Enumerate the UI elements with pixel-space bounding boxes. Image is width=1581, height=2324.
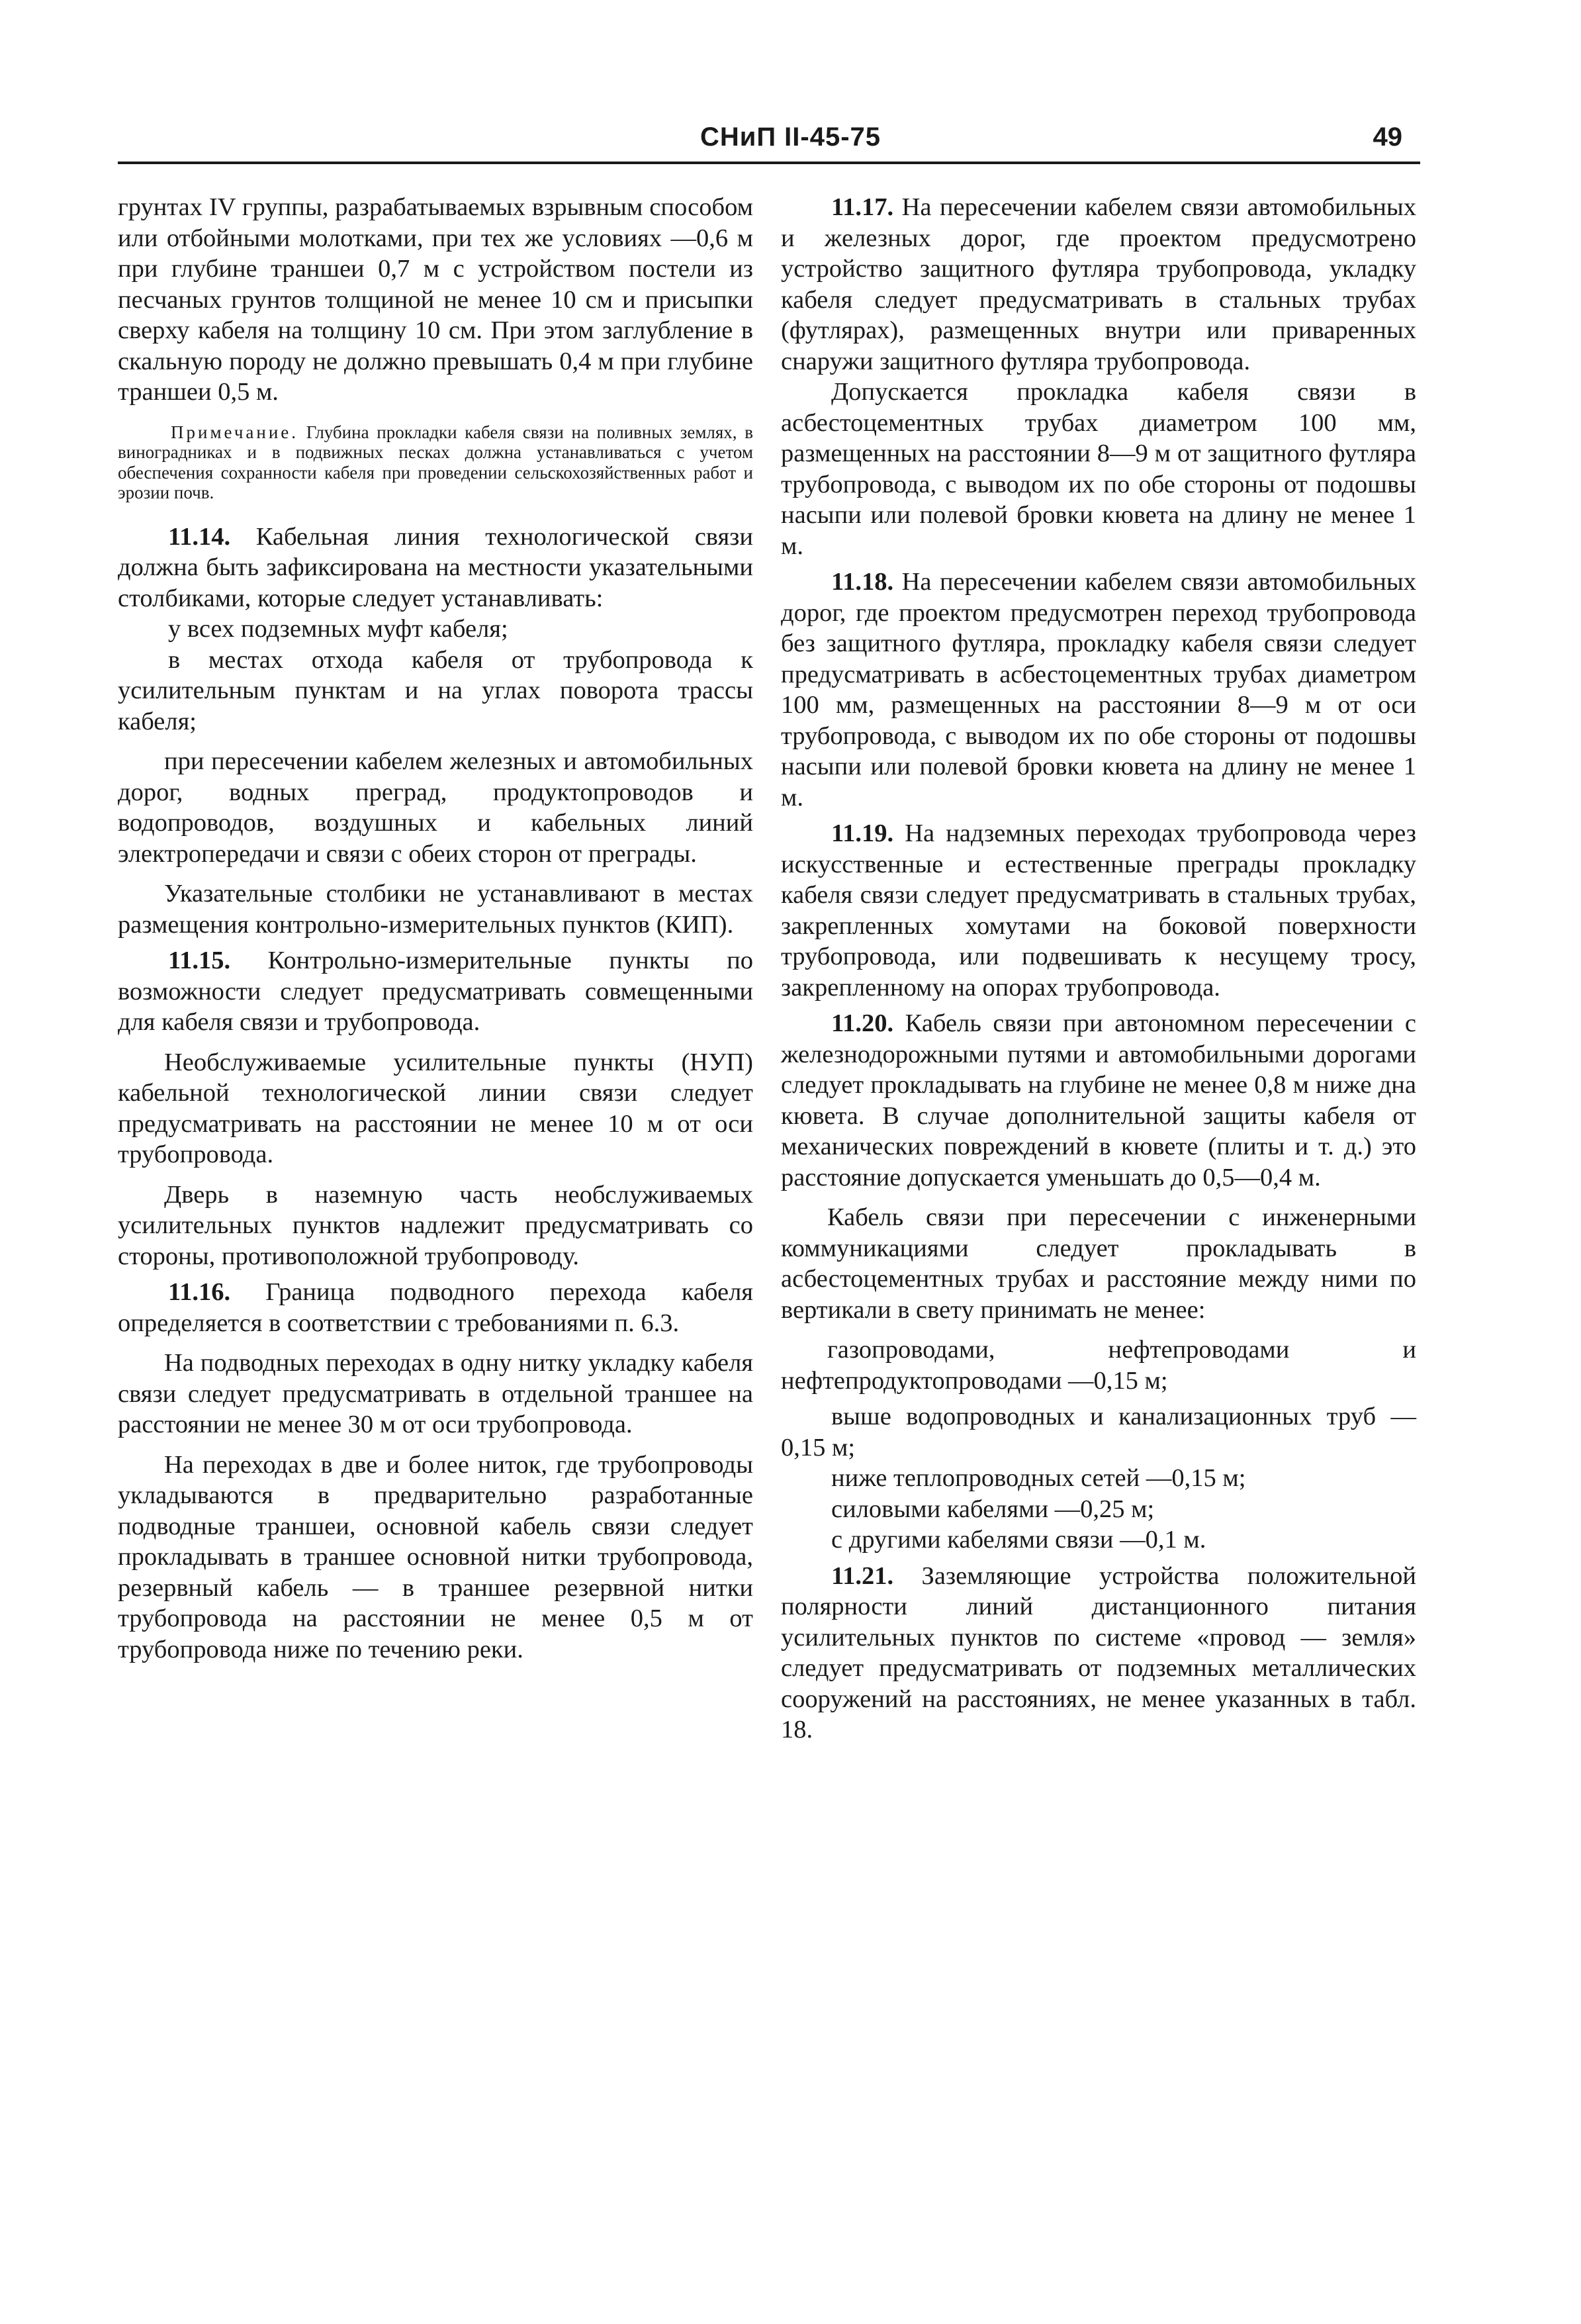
header-divider — [118, 162, 1420, 164]
paragraph: На переходах в две и более ниток, где трубопроводы укладываются в предварительно разработанные подводные траншеи, основной кабель связи следует прокладывать в траншее основной нитки трубопровода, резервный кабель — в траншее резервной нитки трубопровода на расстоянии не менее 0,5 м от трубопровода ниже по течению реки. — [118, 1450, 753, 1663]
list-item: в местах отхода кабеля от трубопровода к усилительным пунктам и на углах поворота трассы кабеля; — [118, 645, 753, 735]
clause-number: 11.16. — [168, 1278, 231, 1306]
clause-text: Кабель связи при автономном пересечении с железнодорожными путями и автомобильными дорогами следует прокладывать на глубине не менее 0,8 м ниже дна кювета. В случае дополнительной защиты кабеля от механических повреждений в кювете (плиты и т. д.) это расстояние допускается уменьшать до 0,5—0,4 м. — [781, 1009, 1416, 1191]
clause-11-18 — [781, 567, 1416, 813]
left-column — [118, 192, 753, 1665]
right-column — [781, 192, 1416, 1745]
clause-number: 11.15. — [168, 947, 231, 974]
list-item: при пересечении кабелем железных и автомобильных дорог, водных преград, продуктопроводов и водопроводов, воздушных и кабельных линий электропередачи и связи с обеих сторон от преграды. — [118, 747, 753, 868]
page-number: 49 — [1373, 122, 1402, 152]
clause-text: Граница подводного перехода кабеля определяется в соответствии с требованиями п. 6.3. — [118, 1278, 753, 1337]
clause-text: Кабельная линия технологической связи должна быть зафиксирована на местности указательными столбиками, которые следует устанавливать: — [118, 522, 753, 612]
note-text: Глубина прокладки кабеля связи на поливных землях, в виноградниках и в подвижных песках должна устанавливаться с учетом обеспечения сохранности кабеля при проведении сельскохозяйственных работ и эрозии почв. — [118, 422, 753, 502]
note — [118, 422, 753, 503]
clause-11-21 — [781, 1561, 1416, 1745]
paragraph: Указательные столбики не устанавливают в местах размещения контрольно-измерительных пунктов (КИП). — [118, 880, 753, 939]
clause-number: 11.18. — [831, 568, 894, 596]
paragraph: На подводных переходах в одну нитку укладку кабеля связи следует предусматривать в отдельной траншее на расстоянии не менее 30 м от оси трубопровода. — [118, 1349, 753, 1438]
list-item: силовыми кабелями —0,25 м; — [831, 1495, 1155, 1523]
document-code: СНиП II-45-75 — [700, 122, 881, 152]
paragraph: Кабель связи при пересечении с инженерными коммуникациями следует прокладывать в асбестоцементных трубах и расстояние между ними по вертикали в свету принимать не менее: — [781, 1203, 1416, 1324]
paragraph: Необслуживаемые усилительные пункты (НУП) кабельной технологической линии связи следует предусматривать на расстоянии не менее 10 м от оси трубопровода. — [118, 1048, 753, 1168]
clause-11-17 — [781, 192, 1416, 377]
note-label: Примечание. — [171, 422, 299, 442]
clause-number: 11.19. — [831, 819, 894, 847]
clause-number: 11.20. — [831, 1009, 894, 1037]
list-item: у всех подземных муфт кабеля; — [168, 615, 508, 643]
clause-11-20 — [781, 1008, 1416, 1193]
clause-text: На пересечении кабелем связи автомобильных дорог, где проектом предусмотрен переход трубопровода без защитного футляра, прокладку кабеля связи следует предусматривать в асбестоцементных трубах диаметром 100 мм, размещенных на расстоянии 8—9 м от оси трубопровода, с выводом их по обе стороны от подошвы насыпи или полевой бровки кювета на длину не менее 1 м. — [781, 568, 1416, 812]
paragraph: Дверь в наземную часть необслуживаемых усилительных пунктов надлежит предусматривать со стороны, противоположной трубопроводу. — [118, 1180, 753, 1270]
list-item: ниже теплопроводных сетей —0,15 м; — [831, 1464, 1246, 1492]
clause-11-19 — [781, 818, 1416, 1003]
clause-text: На надземных переходах трубопровода через искусственные и естественные преграды прокладку кабеля связи следует предусматривать в стальных трубах, закрепленных хомутами на боковой поверхности трубопровода, или подвешивать к несущему тросу, закрепленному на опорах трубопровода. — [781, 819, 1416, 1001]
list-item: выше водопроводных и канализационных труб —0,15 м; — [781, 1403, 1416, 1462]
clause-text: Заземляющие устройства положительной полярности линий дистанционного питания усилительных пунктов по системе «провод — земля» следует предусматривать от подземных металлических сооружений на расстояниях, не менее указанных в табл. 18. — [781, 1561, 1416, 1743]
paragraph: Допускается прокладка кабеля связи в асбестоцементных трубах диаметром 100 мм, размещенных на расстоянии 8—9 м от защитного футляра трубопровода, с выводом их по обе стороны от подошвы насыпи или полевой бровки кювета на длину не менее 1 м. — [781, 378, 1416, 560]
clause-number: 11.21. — [831, 1561, 894, 1590]
clause-number: 11.17. — [831, 193, 894, 221]
clause-number: 11.14. — [168, 522, 231, 551]
list-item: газопроводами, нефтепроводами и нефтепродуктопроводами —0,15 м; — [781, 1336, 1416, 1395]
list-item: с другими кабелями связи —0,1 м. — [831, 1526, 1206, 1554]
clause-text: На пересечении кабелем связи автомобильных и железных дорог, где проектом предусмотрено устройство защитного футляра трубопровода, укладку кабеля следует предусматривать в стальных трубах (футлярах), размещенных внутри или приваренных снаружи защитного футляра трубопровода. — [781, 193, 1416, 375]
paragraph-continued: грунтах IV группы, разрабатываемых взрывным способом или отбойными молотками, при тех же условиях —0,6 м при глубине траншеи 0,7 м с устройством постели из песчаных грунтов толщиной не менее 10 см и присыпки сверху кабеля на толщину 10 см. При этом заглубление в скальную породу не должно превышать 0,4 м при глубине траншеи 0,5 м. — [118, 193, 753, 406]
clause-text: Контрольно-измерительные пункты по возможности следует предусматривать совмещенными для кабеля связи и трубопровода. — [118, 947, 753, 1036]
clause-11-14 — [118, 522, 753, 614]
clause-11-16 — [118, 1277, 753, 1338]
clause-11-15 — [118, 945, 753, 1038]
